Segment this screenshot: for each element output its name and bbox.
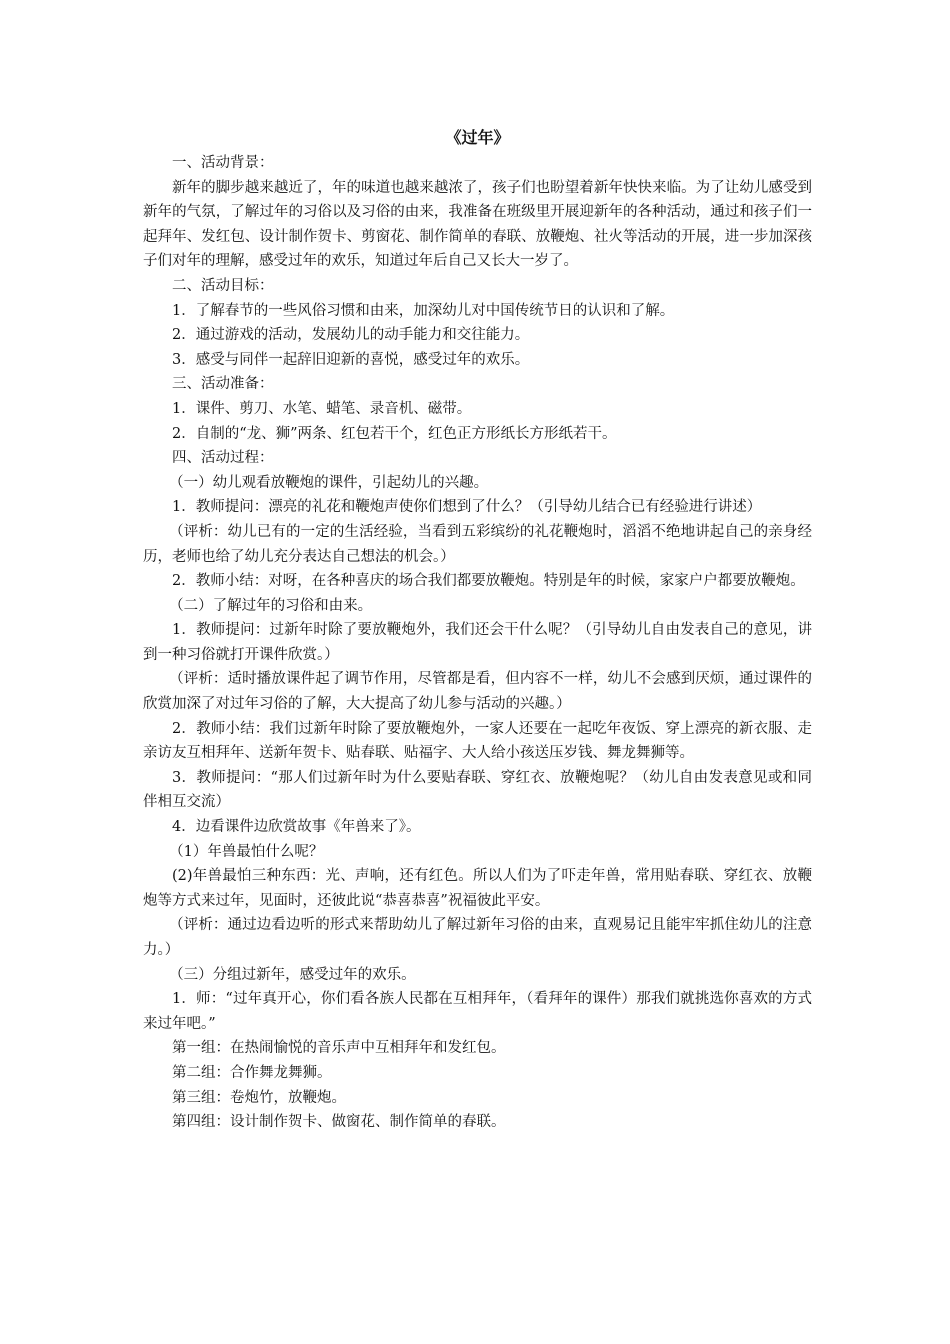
document-body bbox=[143, 126, 812, 1135]
story-answer: (2)年兽最怕三种东西：光、声响，还有红色。所以人们为了吓走年兽，常用贴春联、穿红衣、放鞭炮等方式来过年，见面时，还彼此说“恭喜恭喜”祝福彼此平安。 bbox=[143, 868, 812, 909]
group-3: 第三组：卷炮竹，放鞭炮。 bbox=[172, 1089, 346, 1106]
section-heading-preparation: 三、活动准备： bbox=[172, 376, 274, 393]
process-step-2-item-2: 2．教师小结：我们过新年时除了要放鞭炮外，一家人还要在一起吃年夜饭、穿上漂亮的新衣服、走亲访友互相拜年、送新年贺卡、贴春联、贴福字、大人给小孩送压岁钱、舞龙舞狮等。 bbox=[143, 720, 812, 762]
story-comment: （评析：通过边看边听的形式来帮助幼儿了解过新年习俗的由来，直观易记且能牢牢抓住幼儿的注意力。） bbox=[143, 917, 812, 958]
process-step-2-item-1: 1．教师提问：过新年时除了要放鞭炮外，我们还会干什么呢？（引导幼儿自由发表自己的意见，讲到一种习俗就打开课件欣赏。） bbox=[143, 622, 812, 663]
section-heading-background: 一、活动背景： bbox=[172, 155, 274, 171]
document-title: 《过年》 bbox=[445, 128, 510, 147]
process-step-1-item-1: 1．教师提问：漂亮的礼花和鞭炮声使你们想到了什么？（引导幼儿结合已有经验进行讲述） bbox=[172, 499, 762, 516]
group-4: 第四组：设计制作贺卡、做窗花、制作简单的春联。 bbox=[172, 1114, 506, 1131]
process-step-2-comment: （评析：适时播放课件起了调节作用，尽管都是看，但内容不一样，幼儿不会感到厌烦，通过课件的欣赏加深了对过年习俗的了解，大大提高了幼儿参与活动的兴趣。） bbox=[143, 671, 812, 713]
section-heading-process: 四、活动过程： bbox=[172, 450, 274, 467]
group-2: 第二组：合作舞龙舞狮。 bbox=[172, 1064, 332, 1081]
process-step-3-item-1: 1．师：“过年真开心，你们看各族人民都在互相拜年，（看拜年的课件）那我们就挑选你喜欢的方式来过年吧。” bbox=[143, 991, 812, 1032]
goal-item-2: 2．通过游戏的活动，发展幼儿的动手能力和交往能力。 bbox=[172, 327, 530, 344]
story-question: （1）年兽最怕什么呢？ bbox=[169, 843, 324, 860]
process-step-1-item-2: 2．教师小结：对呀，在各种喜庆的场合我们都要放鞭炮。特别是年的时候，家家户户都要放鞭炮。 bbox=[172, 573, 805, 590]
process-step-3-heading: （三）分组过新年，感受过年的欢乐。 bbox=[169, 966, 416, 983]
preparation-item-2: 2．自制的“龙、狮”两条、红包若干个，红色正方形纸长方形纸若干。 bbox=[172, 425, 617, 442]
process-step-1-comment: （评析：幼儿已有的一定的生活经验，当看到五彩缤纷的礼花鞭炮时，滔滔不绝地讲起自己的亲身经历，老师也给了幼儿充分表达自己想法的机会。） bbox=[143, 523, 812, 565]
group-1: 第一组：在热闹愉悦的音乐声中互相拜年和发红包。 bbox=[172, 1040, 506, 1057]
section-heading-goals: 二、活动目标： bbox=[172, 277, 274, 294]
process-step-2-item-4: 4．边看课件边欣赏故事《年兽来了》。 bbox=[172, 819, 421, 836]
preparation-item-1: 1．课件、剪刀、水笔、蜡笔、录音机、磁带。 bbox=[172, 400, 472, 417]
paragraph-background: 新年的脚步越来越近了，年的味道也越来越浓了，孩子们也盼望着新年快快来临。为了让幼儿感受到新年的气氛，了解过年的习俗以及习俗的由来，我准备在班级里开展迎新年的各种活动，通过和孩子们一起拜年、发红包、设计制作贺卡、剪窗花、制作简单的春联、放鞭炮、社火等活动的开展，进一步加深孩子们对年的理解，感受过年的欢乐，知道过年后自己又长大一岁了。 bbox=[143, 179, 812, 270]
goal-item-3: 3．感受与同伴一起辞旧迎新的喜悦，感受过年的欢乐。 bbox=[172, 351, 530, 368]
process-step-2-heading: （二）了解过年的习俗和由来。 bbox=[169, 597, 373, 614]
goal-item-1: 1．了解春节的一些风俗习惯和由来，加深幼儿对中国传统节日的认识和了解。 bbox=[172, 302, 675, 319]
process-step-1-heading: （一）幼儿观看放鞭炮的课件，引起幼儿的兴趣。 bbox=[169, 474, 489, 491]
process-step-2-item-3: 3．教师提问：“那人们过新年时为什么要贴春联、穿红衣、放鞭炮呢？（幼儿自由发表意见或和同伴相互交流） bbox=[143, 769, 812, 811]
